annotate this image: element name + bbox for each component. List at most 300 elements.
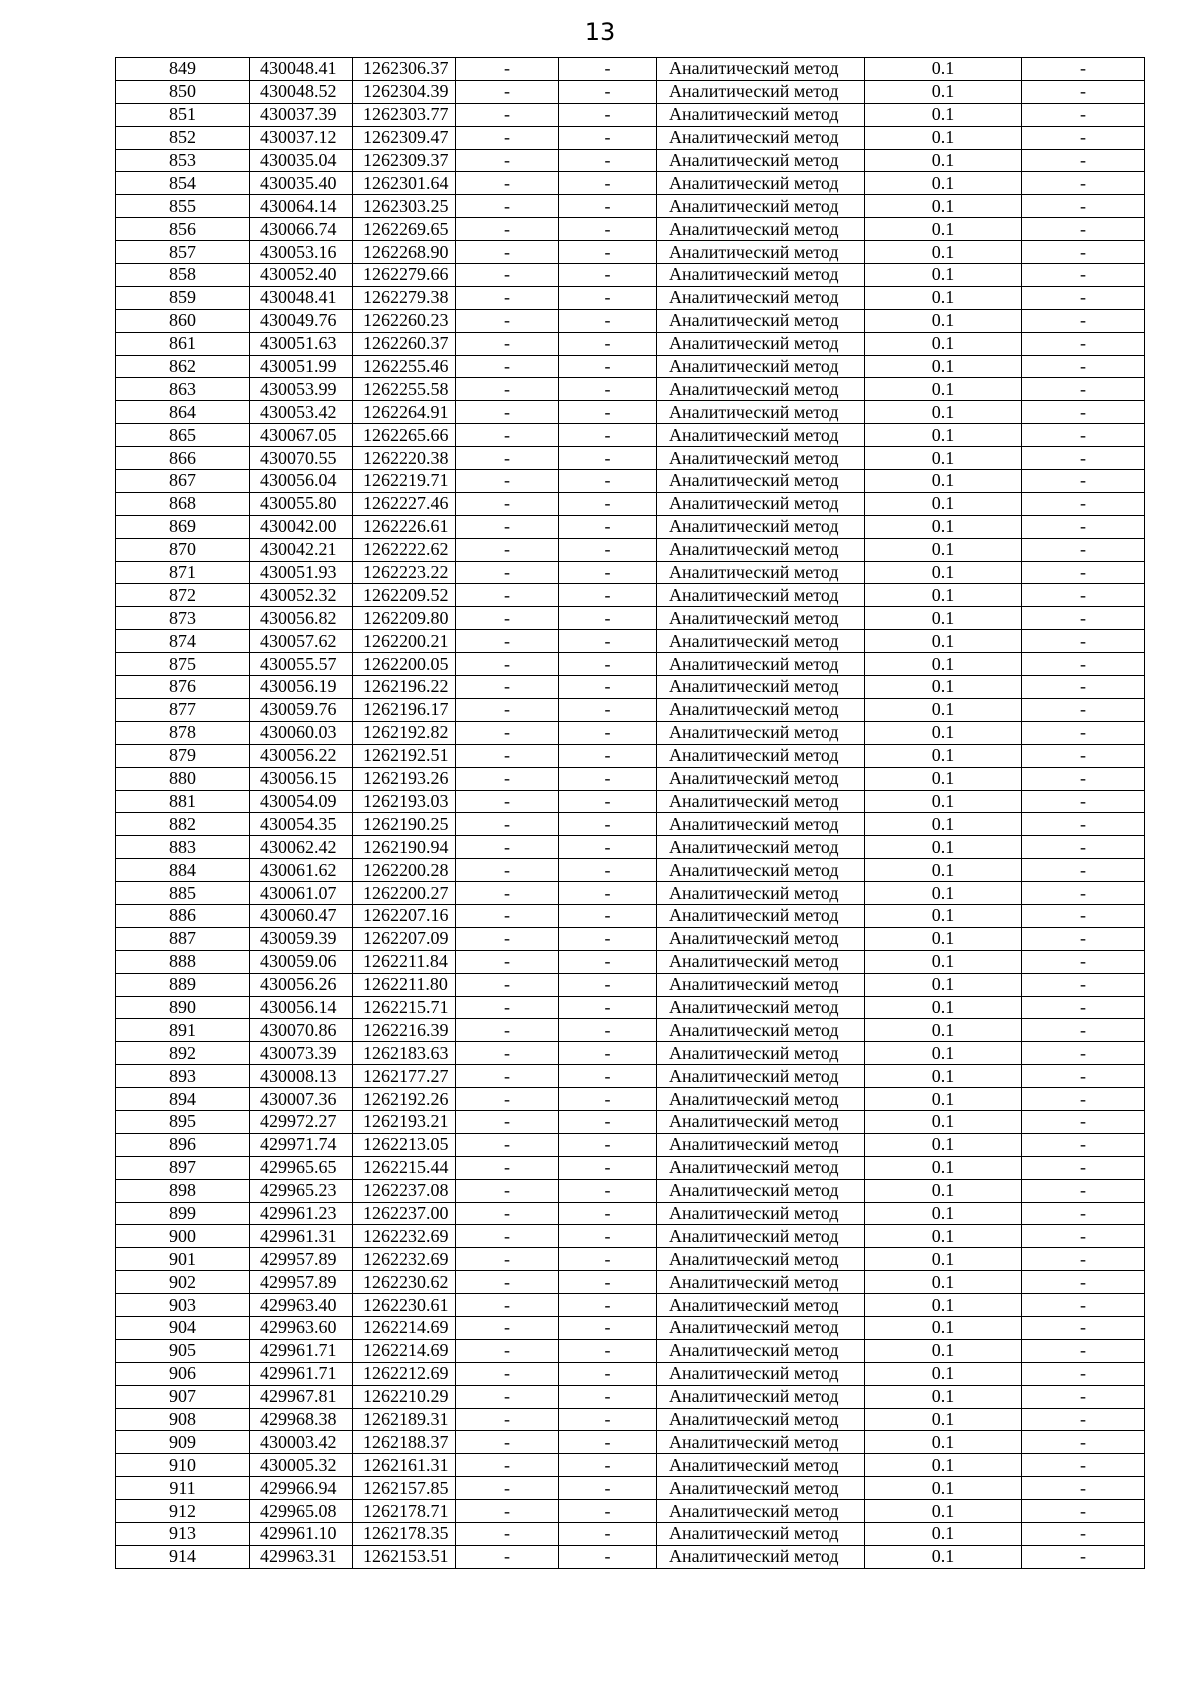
dash-cell: - [456,309,559,332]
accuracy-cell: 0.1 [865,378,1022,401]
x-coordinate-cell: 430061.62 [250,859,353,882]
y-coordinate-cell: 1262190.94 [353,836,456,859]
point-number-cell: 902 [116,1271,250,1294]
point-number-cell: 861 [116,332,250,355]
dash-cell: - [1022,1225,1145,1248]
point-number-cell: 857 [116,241,250,264]
dash-cell: - [1022,1431,1145,1454]
table-row [116,447,1145,470]
dash-cell: - [456,1294,559,1317]
accuracy-cell: 0.1 [865,1523,1022,1546]
y-coordinate-cell: 1262226.61 [353,515,456,538]
point-number-cell: 856 [116,218,250,241]
dash-cell: - [456,218,559,241]
x-coordinate-cell: 430055.57 [250,653,353,676]
dash-cell: - [1022,1202,1145,1225]
dash-cell: - [456,1431,559,1454]
table-row [116,332,1145,355]
dash-cell: - [559,1065,657,1088]
dash-cell: - [559,676,657,699]
table-row [116,1042,1145,1065]
dash-cell: - [1022,286,1145,309]
x-coordinate-cell: 430054.09 [250,790,353,813]
dash-cell: - [559,355,657,378]
dash-cell: - [456,1065,559,1088]
method-cell: Аналитический метод [657,1545,865,1568]
dash-cell: - [1022,264,1145,287]
y-coordinate-cell: 1262209.52 [353,584,456,607]
accuracy-cell: 0.1 [865,744,1022,767]
table-row [116,1500,1145,1523]
accuracy-cell: 0.1 [865,286,1022,309]
method-cell: Аналитический метод [657,195,865,218]
method-cell: Аналитический метод [657,767,865,790]
point-number-cell: 863 [116,378,250,401]
dash-cell: - [456,126,559,149]
method-cell: Аналитический метод [657,424,865,447]
table-row [116,1431,1145,1454]
point-number-cell: 869 [116,515,250,538]
accuracy-cell: 0.1 [865,1110,1022,1133]
table-row [116,607,1145,630]
accuracy-cell: 0.1 [865,1385,1022,1408]
dash-cell: - [1022,470,1145,493]
y-coordinate-cell: 1262223.22 [353,561,456,584]
table-row [116,767,1145,790]
x-coordinate-cell: 430007.36 [250,1088,353,1111]
method-cell: Аналитический метод [657,950,865,973]
dash-cell: - [559,653,657,676]
table-row [116,470,1145,493]
table-body [116,58,1145,1569]
dash-cell: - [559,1271,657,1294]
accuracy-cell: 0.1 [865,1042,1022,1065]
dash-cell: - [1022,1065,1145,1088]
dash-cell: - [559,1248,657,1271]
dash-cell: - [456,721,559,744]
y-coordinate-cell: 1262309.47 [353,126,456,149]
x-coordinate-cell: 430061.07 [250,882,353,905]
point-number-cell: 897 [116,1156,250,1179]
point-number-cell: 904 [116,1316,250,1339]
dash-cell: - [559,1431,657,1454]
dash-cell: - [1022,1523,1145,1546]
y-coordinate-cell: 1262214.69 [353,1339,456,1362]
point-number-cell: 875 [116,653,250,676]
table-row [116,1202,1145,1225]
dash-cell: - [1022,401,1145,424]
table-row [116,561,1145,584]
point-number-cell: 865 [116,424,250,447]
x-coordinate-cell: 430053.99 [250,378,353,401]
dash-cell: - [1022,653,1145,676]
method-cell: Аналитический метод [657,515,865,538]
x-coordinate-cell: 430052.40 [250,264,353,287]
y-coordinate-cell: 1262196.17 [353,698,456,721]
dash-cell: - [559,1179,657,1202]
accuracy-cell: 0.1 [865,813,1022,836]
method-cell: Аналитический метод [657,264,865,287]
method-cell: Аналитический метод [657,1179,865,1202]
method-cell: Аналитический метод [657,1385,865,1408]
accuracy-cell: 0.1 [865,1316,1022,1339]
x-coordinate-cell: 430056.14 [250,996,353,1019]
point-number-cell: 889 [116,973,250,996]
x-coordinate-cell: 430037.12 [250,126,353,149]
dash-cell: - [1022,515,1145,538]
accuracy-cell: 0.1 [865,401,1022,424]
method-cell: Аналитический метод [657,1477,865,1500]
dash-cell: - [1022,241,1145,264]
y-coordinate-cell: 1262214.69 [353,1316,456,1339]
table-row [116,172,1145,195]
y-coordinate-cell: 1262153.51 [353,1545,456,1568]
dash-cell: - [456,103,559,126]
dash-cell: - [456,561,559,584]
point-number-cell: 855 [116,195,250,218]
method-cell: Аналитический метод [657,676,865,699]
accuracy-cell: 0.1 [865,630,1022,653]
x-coordinate-cell: 430060.47 [250,904,353,927]
y-coordinate-cell: 1262213.05 [353,1133,456,1156]
y-coordinate-cell: 1262200.05 [353,653,456,676]
x-coordinate-cell: 429957.89 [250,1248,353,1271]
table-row [116,355,1145,378]
point-number-cell: 886 [116,904,250,927]
dash-cell: - [456,1408,559,1431]
dash-cell: - [559,103,657,126]
y-coordinate-cell: 1262211.84 [353,950,456,973]
y-coordinate-cell: 1262227.46 [353,492,456,515]
method-cell: Аналитический метод [657,447,865,470]
dash-cell: - [456,1156,559,1179]
point-number-cell: 891 [116,1019,250,1042]
dash-cell: - [559,195,657,218]
x-coordinate-cell: 429963.60 [250,1316,353,1339]
x-coordinate-cell: 429963.31 [250,1545,353,1568]
method-cell: Аналитический метод [657,172,865,195]
dash-cell: - [1022,584,1145,607]
y-coordinate-cell: 1262222.62 [353,538,456,561]
y-coordinate-cell: 1262196.22 [353,676,456,699]
accuracy-cell: 0.1 [865,584,1022,607]
dash-cell: - [456,698,559,721]
table-row [116,790,1145,813]
dash-cell: - [559,1042,657,1065]
dash-cell: - [1022,1385,1145,1408]
accuracy-cell: 0.1 [865,515,1022,538]
table-row [116,1271,1145,1294]
dash-cell: - [1022,927,1145,950]
method-cell: Аналитический метод [657,744,865,767]
point-number-cell: 868 [116,492,250,515]
y-coordinate-cell: 1262161.31 [353,1454,456,1477]
accuracy-cell: 0.1 [865,355,1022,378]
x-coordinate-cell: 430042.21 [250,538,353,561]
y-coordinate-cell: 1262193.26 [353,767,456,790]
dash-cell: - [456,1133,559,1156]
y-coordinate-cell: 1262192.26 [353,1088,456,1111]
table-row [116,1065,1145,1088]
dash-cell: - [559,126,657,149]
table-row [116,1156,1145,1179]
x-coordinate-cell: 430051.93 [250,561,353,584]
method-cell: Аналитический метод [657,218,865,241]
dash-cell: - [559,80,657,103]
dash-cell: - [559,515,657,538]
dash-cell: - [456,653,559,676]
table-row [116,424,1145,447]
dash-cell: - [1022,561,1145,584]
method-cell: Аналитический метод [657,149,865,172]
method-cell: Аналитический метод [657,859,865,882]
y-coordinate-cell: 1262279.38 [353,286,456,309]
dash-cell: - [456,1019,559,1042]
accuracy-cell: 0.1 [865,172,1022,195]
y-coordinate-cell: 1262264.91 [353,401,456,424]
point-number-cell: 881 [116,790,250,813]
dash-cell: - [456,1545,559,1568]
dash-cell: - [559,1088,657,1111]
y-coordinate-cell: 1262260.37 [353,332,456,355]
dash-cell: - [456,149,559,172]
point-number-cell: 894 [116,1088,250,1111]
method-cell: Аналитический метод [657,1019,865,1042]
dash-cell: - [559,492,657,515]
dash-cell: - [559,904,657,927]
x-coordinate-cell: 429968.38 [250,1408,353,1431]
method-cell: Аналитический метод [657,378,865,401]
point-number-cell: 862 [116,355,250,378]
method-cell: Аналитический метод [657,332,865,355]
dash-cell: - [1022,424,1145,447]
dash-cell: - [559,447,657,470]
y-coordinate-cell: 1262207.16 [353,904,456,927]
accuracy-cell: 0.1 [865,1362,1022,1385]
method-cell: Аналитический метод [657,1454,865,1477]
x-coordinate-cell: 429967.81 [250,1385,353,1408]
table-row [116,927,1145,950]
x-coordinate-cell: 430048.52 [250,80,353,103]
y-coordinate-cell: 1262279.66 [353,264,456,287]
table-row [116,1294,1145,1317]
table-row [116,241,1145,264]
dash-cell: - [456,515,559,538]
x-coordinate-cell: 430056.15 [250,767,353,790]
y-coordinate-cell: 1262200.28 [353,859,456,882]
point-number-cell: 887 [116,927,250,950]
point-number-cell: 896 [116,1133,250,1156]
y-coordinate-cell: 1262232.69 [353,1225,456,1248]
dash-cell: - [559,721,657,744]
dash-cell: - [456,492,559,515]
x-coordinate-cell: 430070.86 [250,1019,353,1042]
point-number-cell: 880 [116,767,250,790]
accuracy-cell: 0.1 [865,1294,1022,1317]
dash-cell: - [1022,1179,1145,1202]
method-cell: Аналитический метод [657,607,865,630]
dash-cell: - [456,744,559,767]
point-number-cell: 905 [116,1339,250,1362]
point-number-cell: 908 [116,1408,250,1431]
point-number-cell: 870 [116,538,250,561]
dash-cell: - [1022,309,1145,332]
accuracy-cell: 0.1 [865,1179,1022,1202]
point-number-cell: 859 [116,286,250,309]
dash-cell: - [456,1454,559,1477]
dash-cell: - [1022,1271,1145,1294]
accuracy-cell: 0.1 [865,58,1022,81]
table-row [116,721,1145,744]
accuracy-cell: 0.1 [865,332,1022,355]
table-row [116,1088,1145,1111]
dash-cell: - [456,378,559,401]
table-row [116,309,1145,332]
x-coordinate-cell: 430073.39 [250,1042,353,1065]
table-row [116,584,1145,607]
dash-cell: - [559,813,657,836]
method-cell: Аналитический метод [657,80,865,103]
dash-cell: - [456,950,559,973]
y-coordinate-cell: 1262192.51 [353,744,456,767]
dash-cell: - [1022,1545,1145,1568]
dash-cell: - [456,1248,559,1271]
table-row [116,515,1145,538]
dash-cell: - [559,1133,657,1156]
dash-cell: - [456,80,559,103]
y-coordinate-cell: 1262207.09 [353,927,456,950]
x-coordinate-cell: 429961.71 [250,1339,353,1362]
method-cell: Аналитический метод [657,1202,865,1225]
accuracy-cell: 0.1 [865,698,1022,721]
accuracy-cell: 0.1 [865,790,1022,813]
dash-cell: - [559,1339,657,1362]
dash-cell: - [1022,744,1145,767]
dash-cell: - [456,676,559,699]
dash-cell: - [1022,538,1145,561]
method-cell: Аналитический метод [657,561,865,584]
point-number-cell: 913 [116,1523,250,1546]
point-number-cell: 879 [116,744,250,767]
dash-cell: - [1022,492,1145,515]
y-coordinate-cell: 1262268.90 [353,241,456,264]
method-cell: Аналитический метод [657,973,865,996]
method-cell: Аналитический метод [657,538,865,561]
point-number-cell: 882 [116,813,250,836]
y-coordinate-cell: 1262306.37 [353,58,456,81]
y-coordinate-cell: 1262178.71 [353,1500,456,1523]
point-number-cell: 853 [116,149,250,172]
x-coordinate-cell: 429965.08 [250,1500,353,1523]
y-coordinate-cell: 1262237.08 [353,1179,456,1202]
dash-cell: - [559,332,657,355]
point-number-cell: 851 [116,103,250,126]
dash-cell: - [1022,126,1145,149]
table-row [116,904,1145,927]
table-row [116,882,1145,905]
dash-cell: - [1022,447,1145,470]
table-row [116,1408,1145,1431]
table-row [116,195,1145,218]
dash-cell: - [1022,836,1145,859]
dash-cell: - [559,1225,657,1248]
point-number-cell: 854 [116,172,250,195]
y-coordinate-cell: 1262183.63 [353,1042,456,1065]
dash-cell: - [559,1477,657,1500]
dash-cell: - [559,996,657,1019]
dash-cell: - [456,195,559,218]
table-row [116,401,1145,424]
method-cell: Аналитический метод [657,721,865,744]
x-coordinate-cell: 429966.94 [250,1477,353,1500]
y-coordinate-cell: 1262211.80 [353,973,456,996]
method-cell: Аналитический метод [657,1500,865,1523]
accuracy-cell: 0.1 [865,492,1022,515]
x-coordinate-cell: 430056.19 [250,676,353,699]
point-number-cell: 895 [116,1110,250,1133]
method-cell: Аналитический метод [657,1225,865,1248]
dash-cell: - [456,790,559,813]
y-coordinate-cell: 1262188.37 [353,1431,456,1454]
point-number-cell: 885 [116,882,250,905]
dash-cell: - [559,1454,657,1477]
point-number-cell: 909 [116,1431,250,1454]
accuracy-cell: 0.1 [865,1088,1022,1111]
table-row [116,950,1145,973]
y-coordinate-cell: 1262220.38 [353,447,456,470]
accuracy-cell: 0.1 [865,607,1022,630]
method-cell: Аналитический метод [657,1248,865,1271]
dash-cell: - [559,882,657,905]
method-cell: Аналитический метод [657,927,865,950]
x-coordinate-cell: 430008.13 [250,1065,353,1088]
x-coordinate-cell: 430066.74 [250,218,353,241]
dash-cell: - [456,1179,559,1202]
dash-cell: - [559,1362,657,1385]
x-coordinate-cell: 430042.00 [250,515,353,538]
method-cell: Аналитический метод [657,1339,865,1362]
method-cell: Аналитический метод [657,1110,865,1133]
accuracy-cell: 0.1 [865,836,1022,859]
accuracy-cell: 0.1 [865,1248,1022,1271]
x-coordinate-cell: 430056.04 [250,470,353,493]
x-coordinate-cell: 430056.82 [250,607,353,630]
dash-cell: - [559,1408,657,1431]
method-cell: Аналитический метод [657,1294,865,1317]
table-row [116,1110,1145,1133]
dash-cell: - [559,1523,657,1546]
accuracy-cell: 0.1 [865,904,1022,927]
method-cell: Аналитический метод [657,1523,865,1546]
table-row [116,286,1145,309]
dash-cell: - [1022,973,1145,996]
y-coordinate-cell: 1262309.37 [353,149,456,172]
dash-cell: - [559,630,657,653]
accuracy-cell: 0.1 [865,80,1022,103]
dash-cell: - [559,1316,657,1339]
dash-cell: - [456,973,559,996]
method-cell: Аналитический метод [657,996,865,1019]
y-coordinate-cell: 1262200.27 [353,882,456,905]
dash-cell: - [456,424,559,447]
accuracy-cell: 0.1 [865,1431,1022,1454]
y-coordinate-cell: 1262260.23 [353,309,456,332]
y-coordinate-cell: 1262200.21 [353,630,456,653]
method-cell: Аналитический метод [657,1362,865,1385]
table-row [116,1523,1145,1546]
x-coordinate-cell: 429963.40 [250,1294,353,1317]
accuracy-cell: 0.1 [865,882,1022,905]
